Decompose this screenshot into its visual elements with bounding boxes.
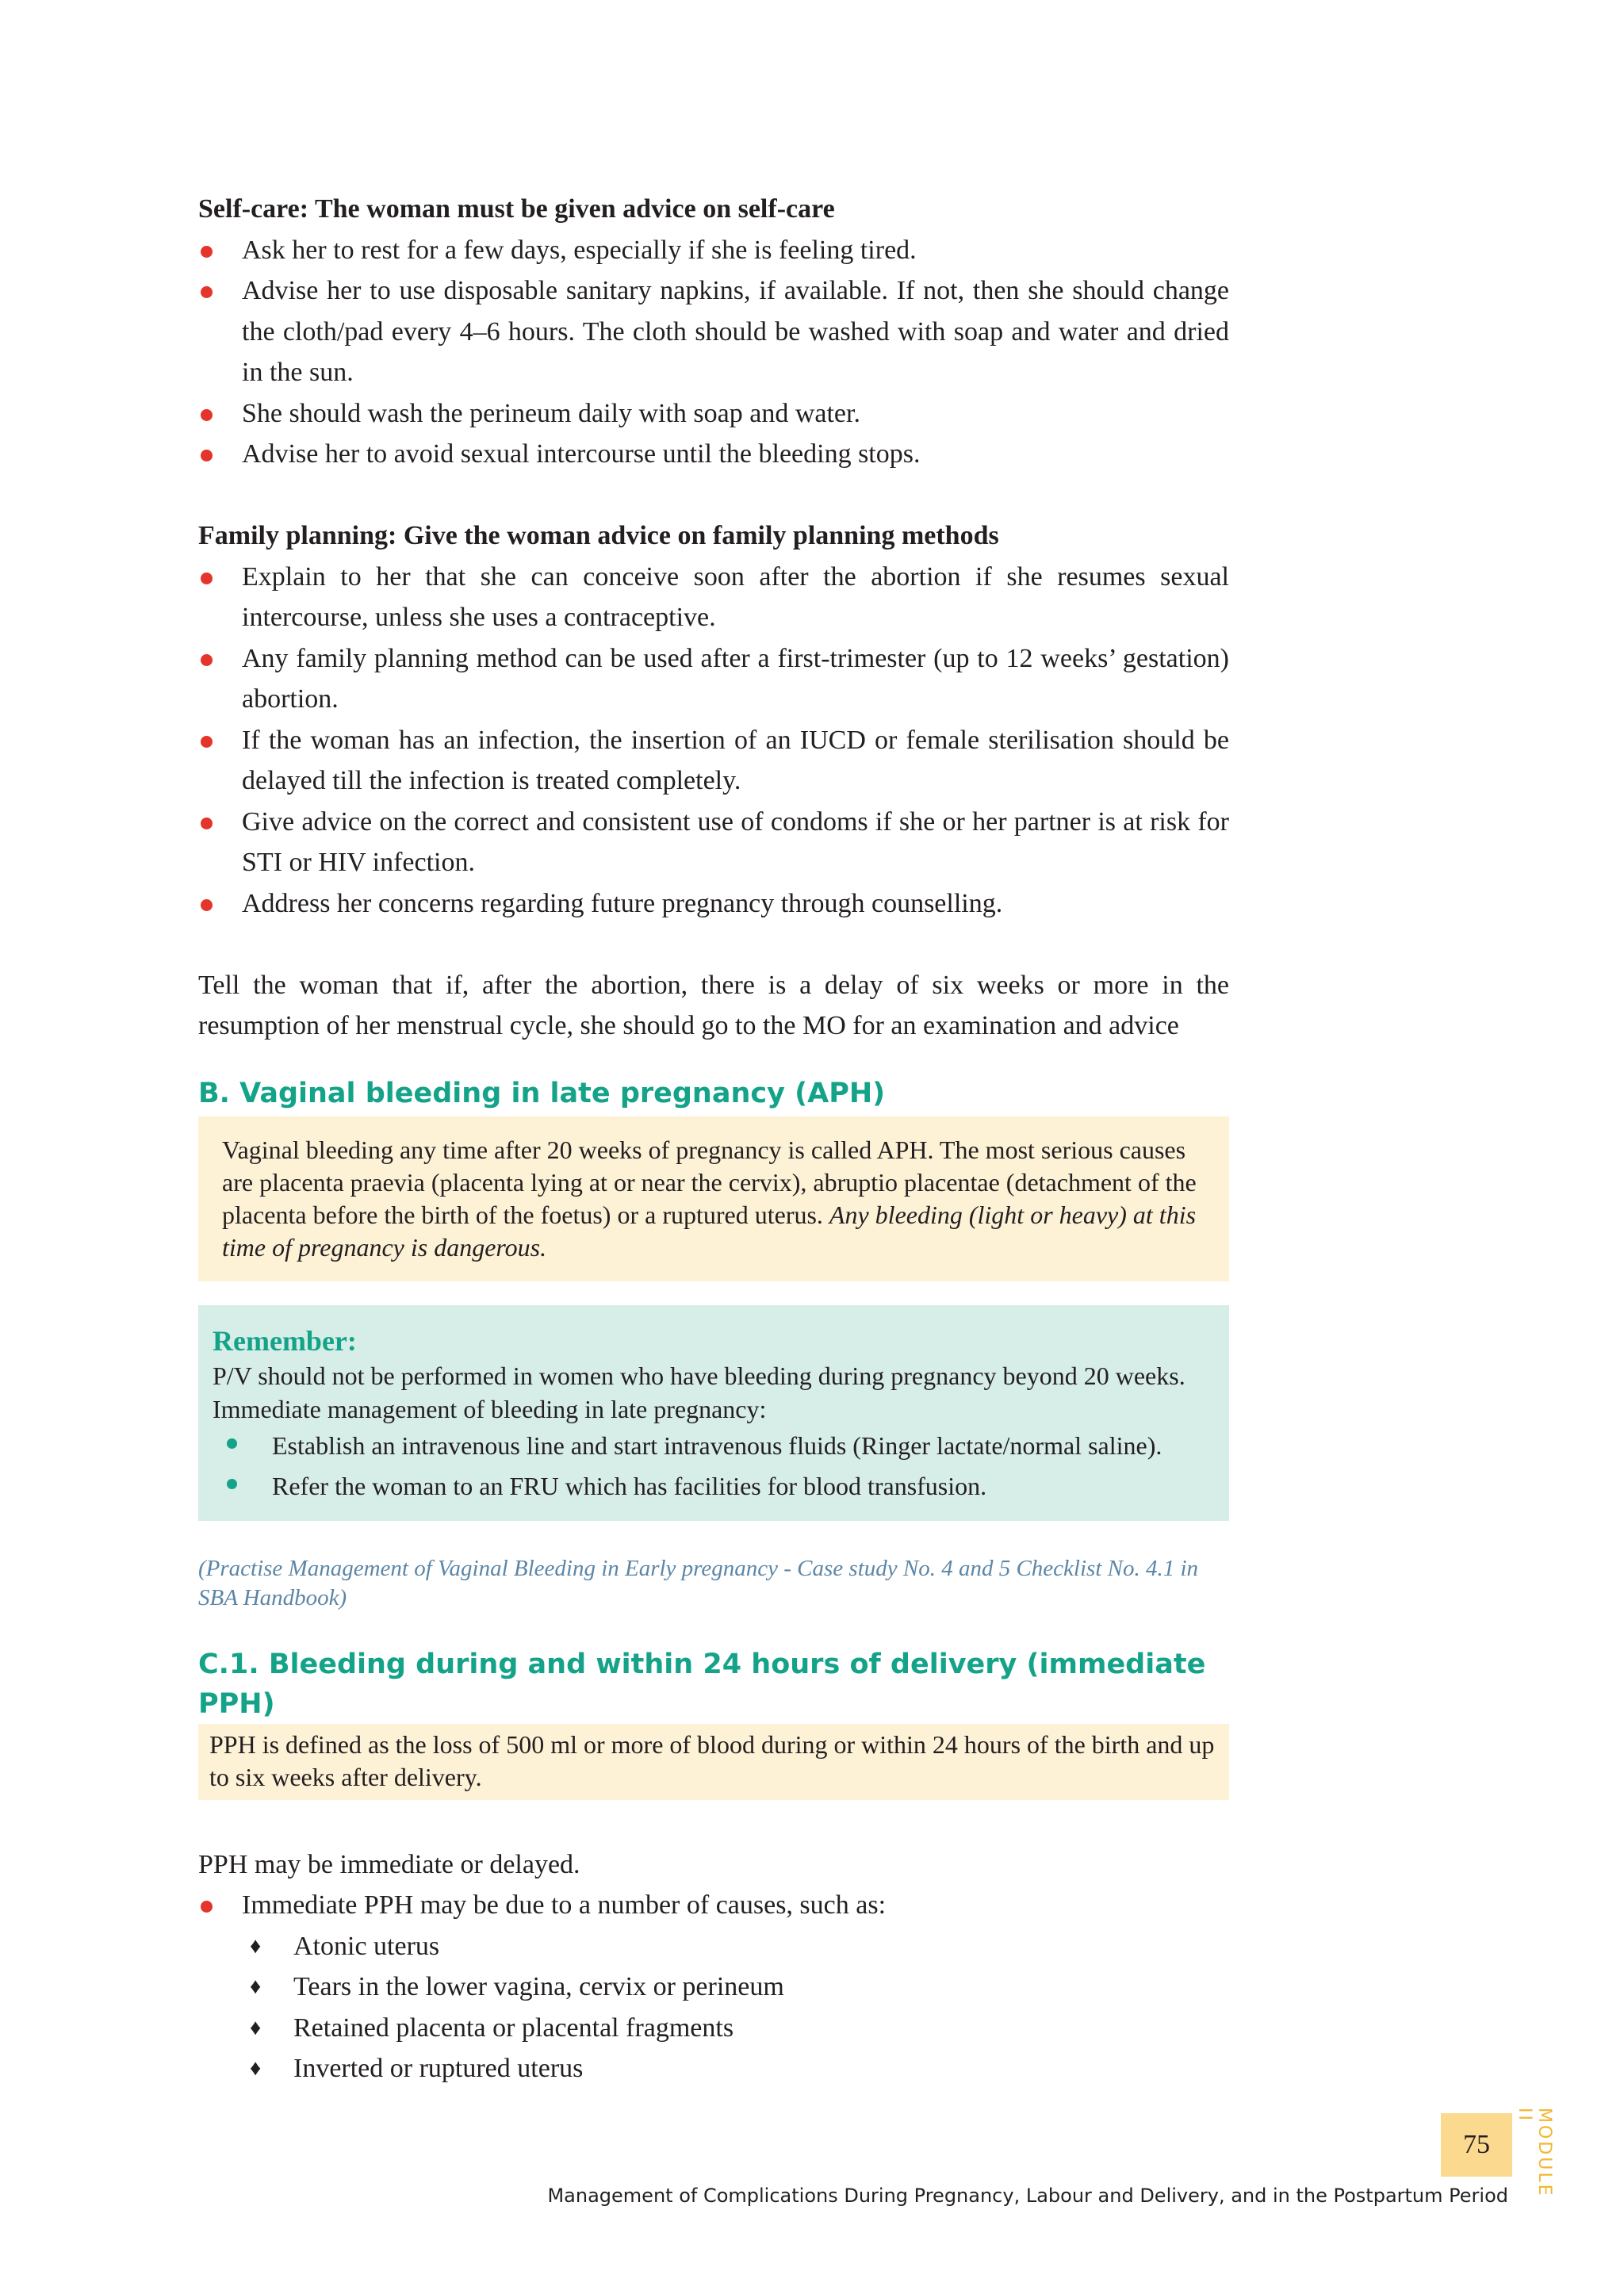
selfcare-list bbox=[198, 230, 1229, 475]
list-item-text: Establish an intravenous line and start intravenous fluids (Ringer lactate/normal saline). bbox=[272, 1430, 1162, 1460]
selfcare-heading: Self-care: The woman must be given advice on self-care bbox=[198, 194, 835, 224]
diamond-bullet-icon: ♦ bbox=[250, 2015, 262, 2040]
list-item bbox=[198, 883, 1229, 925]
diamond-bullet-icon: ♦ bbox=[250, 1933, 262, 1959]
remember-list bbox=[213, 1426, 1215, 1507]
bullet-dot-icon bbox=[201, 450, 213, 461]
list-item bbox=[198, 557, 1229, 638]
list-item-text: Ask her to rest for a few days, especially if she is feeling tired. bbox=[242, 235, 917, 265]
list-item-text: Give advice on the correct and consistent use of condoms if she or her partner is at risk for STI or HIV infection. bbox=[242, 806, 1229, 877]
bullet-dot-icon bbox=[227, 1438, 237, 1449]
remember-box bbox=[198, 1305, 1229, 1521]
aph-definition-box bbox=[198, 1116, 1229, 1281]
list-item-text: Retained placenta or placental fragments bbox=[293, 2013, 734, 2043]
pph-definition-box bbox=[198, 1724, 1229, 1800]
pph-list bbox=[198, 1885, 1229, 1926]
list-item-text: If the woman has an infection, the insertion of an IUCD or female sterilisation should be delayed till the infection is treated completely. bbox=[242, 725, 1229, 795]
remember-title: Remember: bbox=[213, 1324, 357, 1357]
list-item bbox=[198, 2008, 1229, 2049]
pph-definition-text: PPH is defined as the loss of 500 ml or more of blood during or within 24 hours of the birth and up to six weeks after delivery. bbox=[209, 1729, 1215, 1791]
list-item bbox=[198, 2048, 1229, 2089]
bullet-dot-icon bbox=[201, 1901, 213, 1913]
remember-line: Immediate management of bleeding in late pregnancy: bbox=[213, 1394, 767, 1423]
running-footer-title: Management of Complications During Pregnancy, Labour and Delivery, and in the Postpartum Period bbox=[547, 2185, 1508, 2207]
practise-note: (Practise Management of Vaginal Bleeding in Early pregnancy - Case study No. 4 and 5 Checklist No. 4.1 in SBA Handbook) bbox=[198, 1555, 1199, 1610]
family-planning-list bbox=[198, 557, 1229, 925]
list-item bbox=[198, 638, 1229, 720]
module-label: MODULE II bbox=[1515, 2108, 1554, 2198]
list-item bbox=[198, 1967, 1229, 2008]
bullet-dot-icon bbox=[201, 736, 213, 748]
list-item-text: Immediate PPH may be due to a number of causes, such as: bbox=[242, 1890, 887, 1920]
list-item bbox=[198, 1926, 1229, 1967]
list-item-text: Refer the woman to an FRU which has facilities for blood transfusion. bbox=[272, 1471, 987, 1500]
list-item bbox=[198, 802, 1229, 883]
diamond-bullet-icon: ♦ bbox=[250, 1974, 262, 1999]
diamond-bullet-icon: ♦ bbox=[250, 2056, 262, 2081]
list-item-text: Explain to her that she can conceive soon after the abortion if she resumes sexual intercourse, unless she uses a contraceptive. bbox=[242, 561, 1229, 632]
remember-line: P/V should not be performed in women who have bleeding during pregnancy beyond 20 weeks. bbox=[213, 1361, 1185, 1390]
list-item bbox=[198, 720, 1229, 802]
list-item-text: Any family planning method can be used after a first-trimester (up to 12 weeks’ gestation) abortion. bbox=[242, 643, 1229, 714]
bullet-dot-icon bbox=[201, 286, 213, 298]
bullet-dot-icon bbox=[201, 246, 213, 258]
aph-warning-text: Any bleeding (light or heavy) at this time of pregnancy is dangerous. bbox=[222, 1200, 1197, 1262]
bullet-dot-icon bbox=[201, 654, 213, 666]
pph-intro: PPH may be immediate or delayed. bbox=[198, 1849, 580, 1879]
bullet-dot-icon bbox=[201, 818, 213, 829]
pph-causes-list bbox=[198, 1926, 1229, 2089]
list-item bbox=[213, 1466, 1215, 1507]
bullet-dot-icon bbox=[201, 409, 213, 421]
page-content bbox=[198, 189, 1229, 2089]
list-item bbox=[198, 393, 1229, 435]
list-item bbox=[198, 434, 1229, 475]
section-c1-title: C.1. Bleeding during and within 24 hours of delivery (immediate PPH) bbox=[198, 1648, 1206, 1720]
family-planning-heading: Family planning: Give the woman advice on family planning methods bbox=[198, 521, 999, 550]
list-item-text: She should wash the perineum daily with soap and water. bbox=[242, 398, 860, 428]
list-item-text: Advise her to avoid sexual intercourse until the bleeding stops. bbox=[242, 439, 921, 469]
list-item-text: Inverted or ruptured uterus bbox=[293, 2054, 584, 2083]
bullet-dot-icon bbox=[227, 1479, 237, 1489]
list-item bbox=[198, 270, 1229, 393]
bullet-dot-icon bbox=[201, 573, 213, 584]
bullet-dot-icon bbox=[201, 899, 213, 911]
list-item-text: Tears in the lower vagina, cervix or perineum bbox=[293, 1972, 784, 2001]
list-item-text: Atonic uterus bbox=[293, 1931, 440, 1961]
list-item-text: Advise her to use disposable sanitary napkins, if available. If not, then she should change the cloth/pad every 4–6 hours. The cloth should be washed with soap and water and dried in the sun. bbox=[242, 276, 1229, 387]
list-item bbox=[198, 1885, 1229, 1926]
section-b-title: B. Vaginal bleeding in late pregnancy (APH) bbox=[198, 1077, 886, 1109]
list-item-text: Address her concerns regarding future pregnancy through counselling. bbox=[242, 888, 1003, 918]
list-item bbox=[198, 230, 1229, 271]
list-item bbox=[213, 1426, 1215, 1466]
page-number: 75 bbox=[1441, 2113, 1512, 2177]
tell-woman-paragraph: Tell the woman that if, after the abortion, there is a delay of six weeks or more in the resumption of her menstrual cycle, she should go to the MO for an examination and advice bbox=[198, 970, 1229, 1040]
aph-definition-text: Vaginal bleeding any time after 20 weeks of pregnancy is called APH. The most serious causes are placenta praevia (placenta lying at or near the cervix), abruptio placentae (detachment of the placenta before the birth of the foetus) or a ruptured uterus. bbox=[222, 1135, 1197, 1229]
